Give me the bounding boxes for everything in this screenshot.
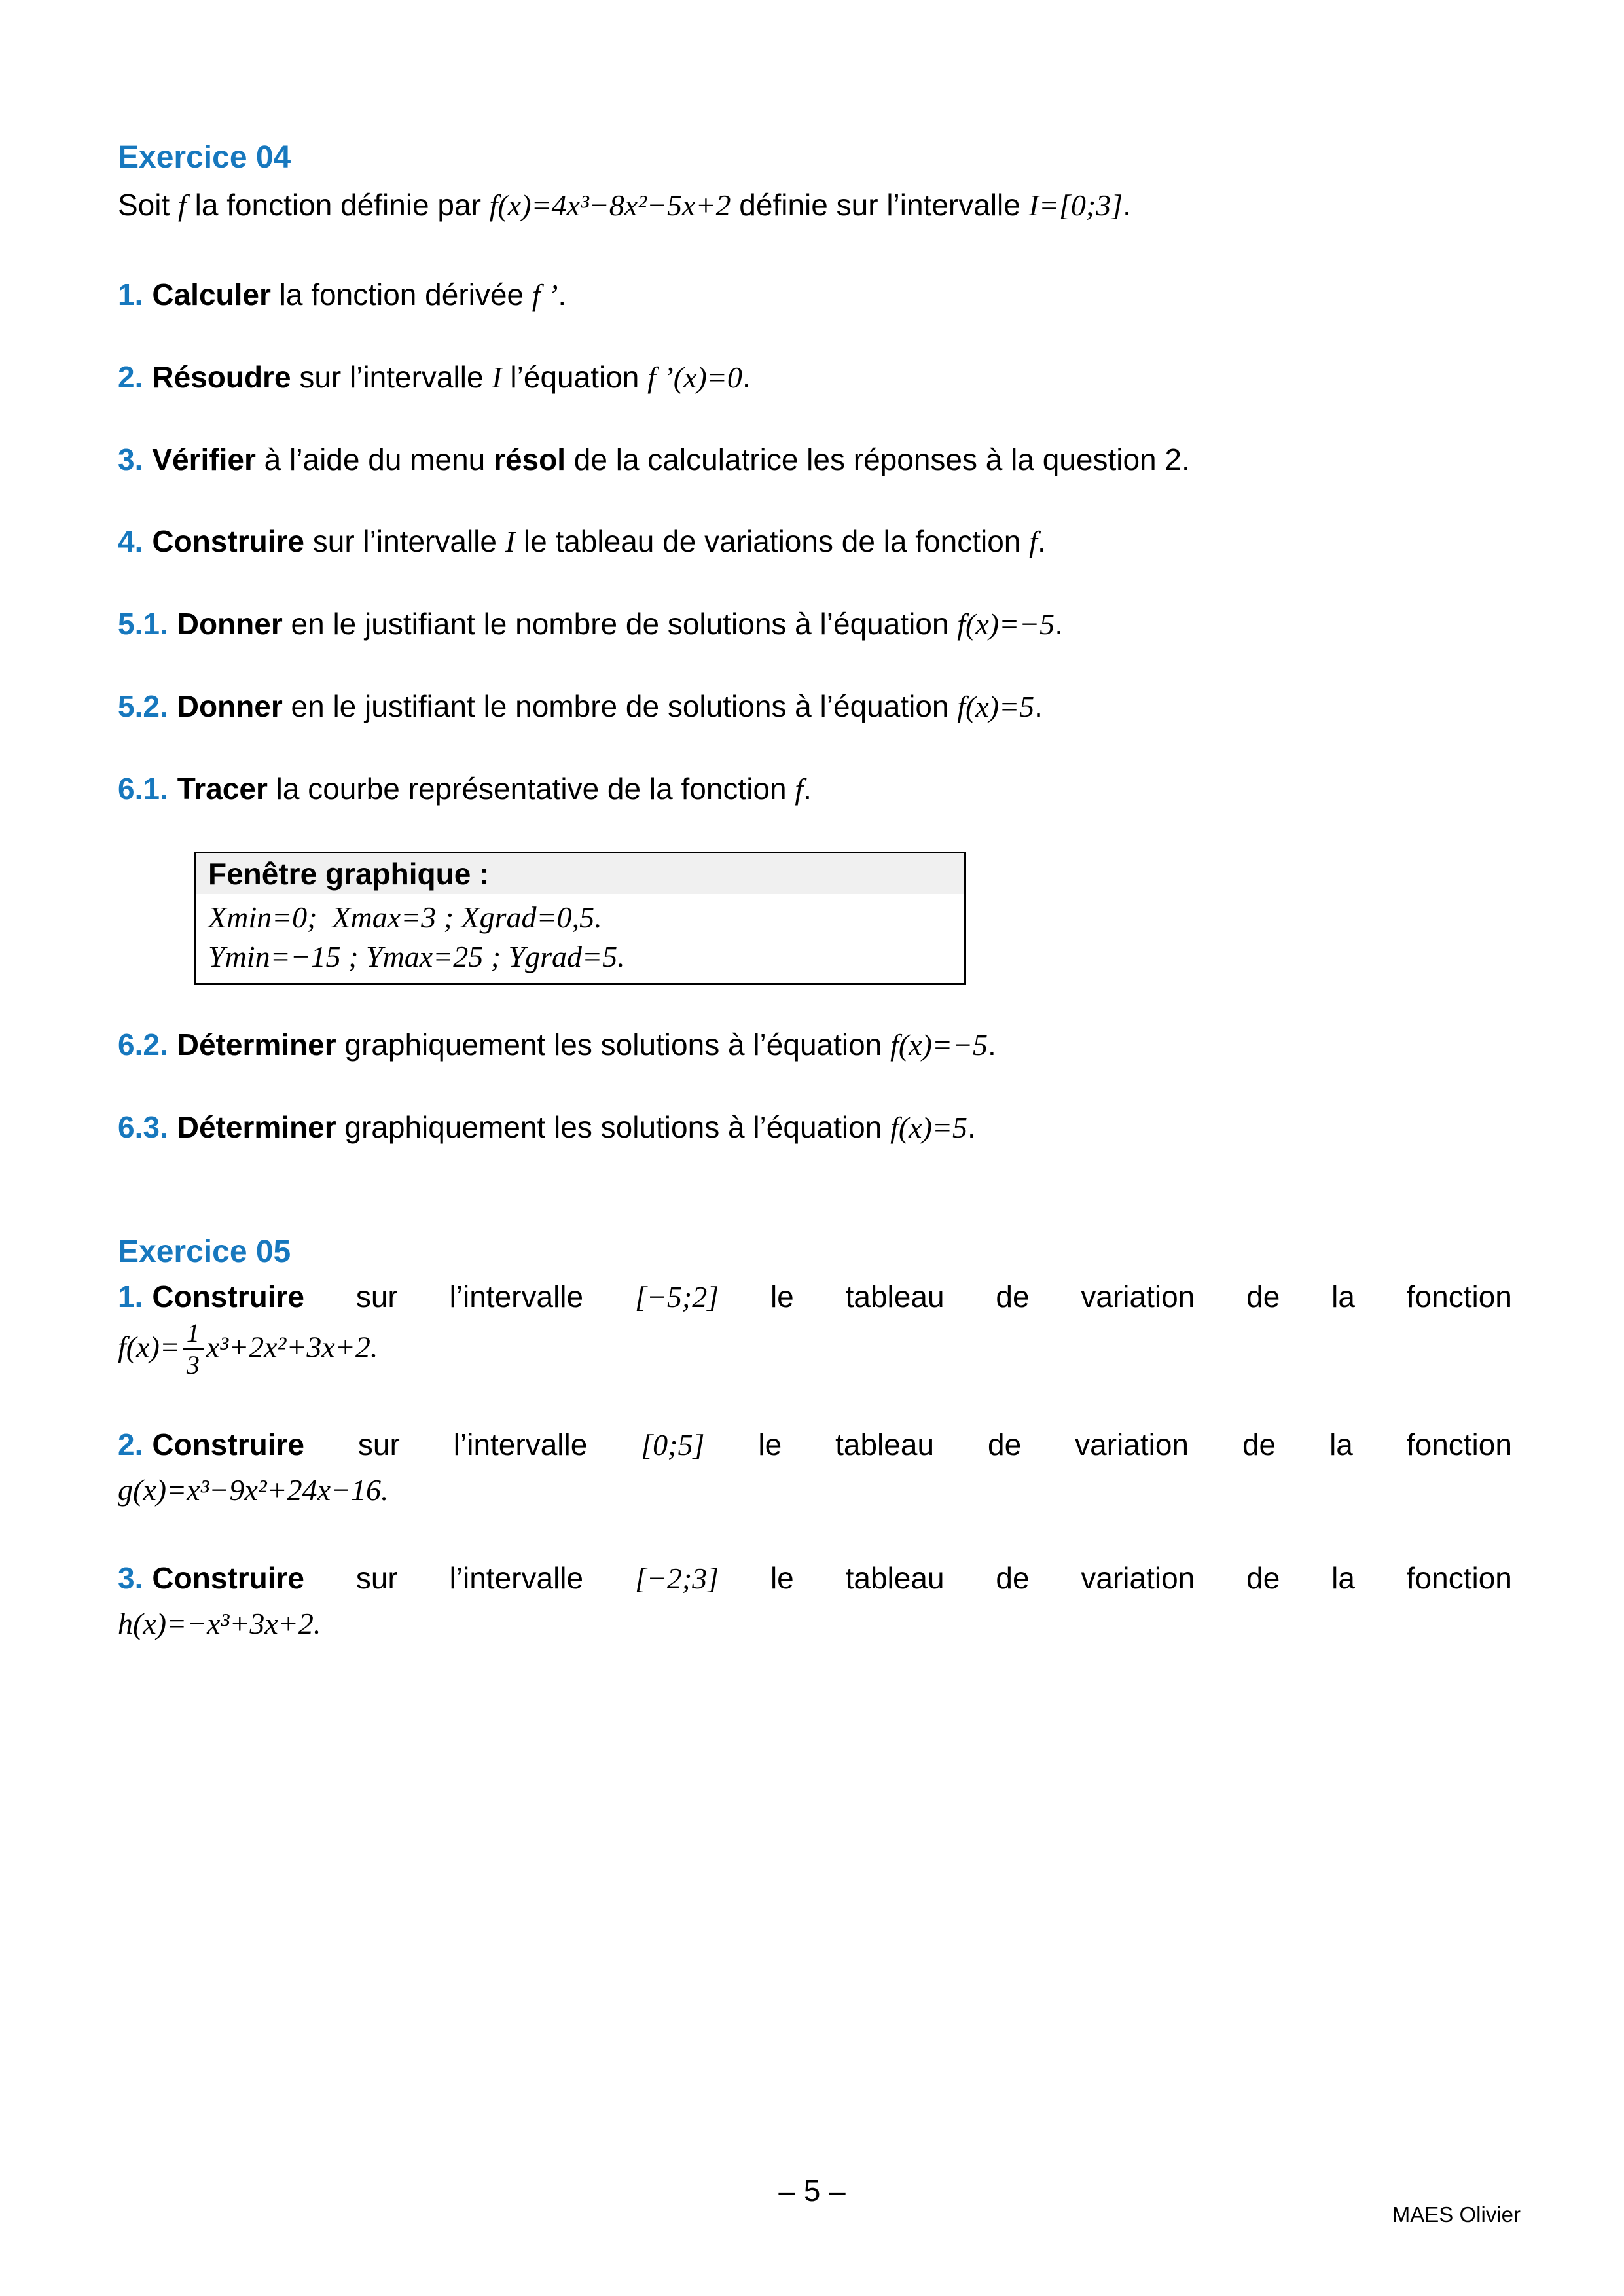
math-expression: f(x)=−5 <box>957 607 1055 641</box>
item-text: de la calculatrice les réponses à la question 2. <box>566 442 1190 476</box>
word: le <box>758 1427 782 1462</box>
exercise04-item-6-1 <box>118 770 1512 808</box>
item-text: sur l’intervalle <box>304 524 505 558</box>
item-number: 4. <box>118 524 143 558</box>
word: la <box>1331 1561 1355 1595</box>
exercise04-item-3 <box>118 440 1512 478</box>
item-keyword: Déterminer <box>177 1110 336 1144</box>
math-expression: f(x)= <box>118 1330 180 1364</box>
word: le <box>770 1561 794 1595</box>
word: de <box>996 1561 1030 1595</box>
intro-text: . <box>1123 188 1131 222</box>
exercise05-title: Exercice 05 <box>118 1234 291 1269</box>
word: de <box>1242 1427 1276 1462</box>
graph-window-y-settings: Ymin=−15 ; Ymax=25 ; Ygrad=5. <box>208 940 625 973</box>
item-text: en le justifiant le nombre de solutions à l’équation <box>282 607 958 641</box>
item-keyword: Tracer <box>177 772 268 806</box>
item-keyword: Construire <box>152 1427 304 1462</box>
math-expression: f <box>795 772 804 806</box>
math-expression: f <box>178 188 187 222</box>
math-expression: f ’(x)=0 <box>647 361 742 394</box>
intro-text: définie sur l’intervalle <box>731 188 1029 222</box>
item-number: 6.2. <box>118 1028 168 1062</box>
word: variation <box>1081 1280 1195 1314</box>
exercise04-item-6-2 <box>118 1026 1512 1064</box>
word: sur <box>357 1427 400 1462</box>
math-expression: I <box>505 525 516 558</box>
math-expression: h(x)=−x³+3x+2. <box>118 1607 321 1640</box>
exercise05-item-3-line <box>118 1559 1512 1598</box>
item-text: . <box>558 278 567 312</box>
word: de <box>1246 1561 1280 1595</box>
exercise05-item-2-line <box>118 1426 1512 1464</box>
word: de <box>1246 1280 1280 1314</box>
word: variation <box>1075 1427 1189 1462</box>
exercise04-item-2 <box>118 358 1512 397</box>
item-text: l’équation <box>501 360 648 394</box>
item-lead <box>118 1278 304 1316</box>
item-number: 2. <box>118 1427 143 1462</box>
exercise04-title: Exercice 04 <box>118 140 291 175</box>
word: l’intervalle <box>453 1427 588 1462</box>
item-number: 1. <box>118 1280 143 1314</box>
exercise05-item-1-formula <box>118 1320 1512 1378</box>
exercise04-intro <box>118 186 1512 224</box>
word: variation <box>1081 1561 1195 1595</box>
item-text: . <box>967 1110 976 1144</box>
item-text: . <box>1055 607 1063 641</box>
item-number: 2. <box>118 360 143 394</box>
word: fonction <box>1406 1427 1512 1462</box>
footer-author: MAES Olivier <box>1392 2202 1521 2227</box>
math-expression: x³+2x²+3x+2. <box>206 1330 378 1364</box>
word: l’intervalle <box>449 1561 584 1595</box>
item-keyword: Donner <box>177 607 283 641</box>
item-text: graphiquement les solutions à l’équation <box>336 1110 891 1144</box>
item-number: 6.1. <box>118 772 168 806</box>
item-keyword: Construire <box>152 1561 304 1595</box>
word: sur <box>355 1280 398 1314</box>
bold-word: résol <box>494 442 566 476</box>
item-keyword: Résoudre <box>152 360 291 394</box>
item-number: 3. <box>118 442 143 476</box>
word: fonction <box>1406 1561 1512 1595</box>
math-expression: f ’ <box>532 278 558 312</box>
math-expression: I=[0;3] <box>1028 188 1123 222</box>
exercise05-item-3-formula <box>118 1604 1512 1643</box>
item-text: . <box>987 1028 996 1062</box>
graph-window-box-body <box>196 894 964 983</box>
word: le <box>770 1280 794 1314</box>
intro-text: la fonction définie par <box>186 188 490 222</box>
math-expression: I <box>492 361 502 394</box>
exercise05-item-2-formula <box>118 1471 1512 1509</box>
exercise05-item-1-line <box>118 1278 1512 1316</box>
graph-window-box-header <box>196 853 964 894</box>
math-expression: f(x)=4x³−8x²−5x+2 <box>489 188 731 222</box>
item-number: 6.3. <box>118 1110 168 1144</box>
exercise04-item-5-1 <box>118 605 1512 643</box>
item-text: la fonction dérivée <box>270 278 532 312</box>
graph-window-box <box>194 852 966 985</box>
item-text: la courbe représentative de la fonction <box>267 772 795 806</box>
item-number: 5.1. <box>118 607 168 641</box>
word: tableau <box>845 1280 945 1314</box>
item-lead <box>118 1426 304 1463</box>
math-expression: f(x)=5 <box>957 690 1035 723</box>
interval-expression: [0;5] <box>641 1428 705 1462</box>
math-expression: g(x)=x³−9x²+24x−16. <box>118 1473 389 1507</box>
item-keyword: Construire <box>152 524 304 558</box>
item-text: . <box>1034 689 1043 723</box>
exercise04-item-4 <box>118 522 1512 561</box>
graph-window-box-title: Fenêtre graphique : <box>208 857 490 891</box>
item-text: graphiquement les solutions à l’équation <box>336 1028 891 1062</box>
interval-expression: [−2;3] <box>634 1562 719 1595</box>
word: la <box>1329 1427 1353 1462</box>
fraction <box>183 1320 204 1378</box>
item-keyword: Vérifier <box>152 442 256 476</box>
word: tableau <box>845 1561 945 1595</box>
item-keyword: Calculer <box>152 278 271 312</box>
exercise04-item-5-2 <box>118 687 1512 726</box>
word: de <box>987 1427 1022 1462</box>
word: fonction <box>1406 1280 1512 1314</box>
item-text: le tableau de variations de la fonction <box>515 524 1030 558</box>
word: tableau <box>835 1427 935 1462</box>
intro-text: Soit <box>118 188 179 222</box>
item-number: 5.2. <box>118 689 168 723</box>
word: l’intervalle <box>449 1280 584 1314</box>
item-text: à l’aide du menu <box>255 442 494 476</box>
math-expression: f <box>1029 525 1038 558</box>
item-text: en le justifiant le nombre de solutions à l’équation <box>282 689 958 723</box>
item-number: 1. <box>118 278 143 312</box>
exercise04-item-1 <box>118 276 1512 314</box>
item-text: . <box>803 772 812 806</box>
item-text: . <box>742 360 751 394</box>
fraction-numerator: 1 <box>183 1320 204 1350</box>
item-number: 3. <box>118 1561 143 1595</box>
item-lead <box>118 1559 304 1597</box>
item-keyword: Déterminer <box>177 1028 336 1062</box>
item-text: . <box>1037 524 1046 558</box>
word: sur <box>355 1561 398 1595</box>
fraction-denominator: 3 <box>186 1350 200 1380</box>
math-expression: f(x)=−5 <box>890 1028 988 1062</box>
item-keyword: Construire <box>152 1280 304 1314</box>
item-text: sur l’intervalle <box>291 360 492 394</box>
word: la <box>1331 1280 1355 1314</box>
math-expression: f(x)=5 <box>890 1111 967 1144</box>
item-keyword: Donner <box>177 689 283 723</box>
graph-window-x-settings: Xmin=0; Xmax=3 ; Xgrad=0,5. <box>208 901 602 934</box>
exercise04-item-6-3 <box>118 1108 1512 1147</box>
word: de <box>996 1280 1030 1314</box>
interval-expression: [−5;2] <box>634 1280 719 1314</box>
footer-page-number: – 5 – <box>778 2174 846 2208</box>
